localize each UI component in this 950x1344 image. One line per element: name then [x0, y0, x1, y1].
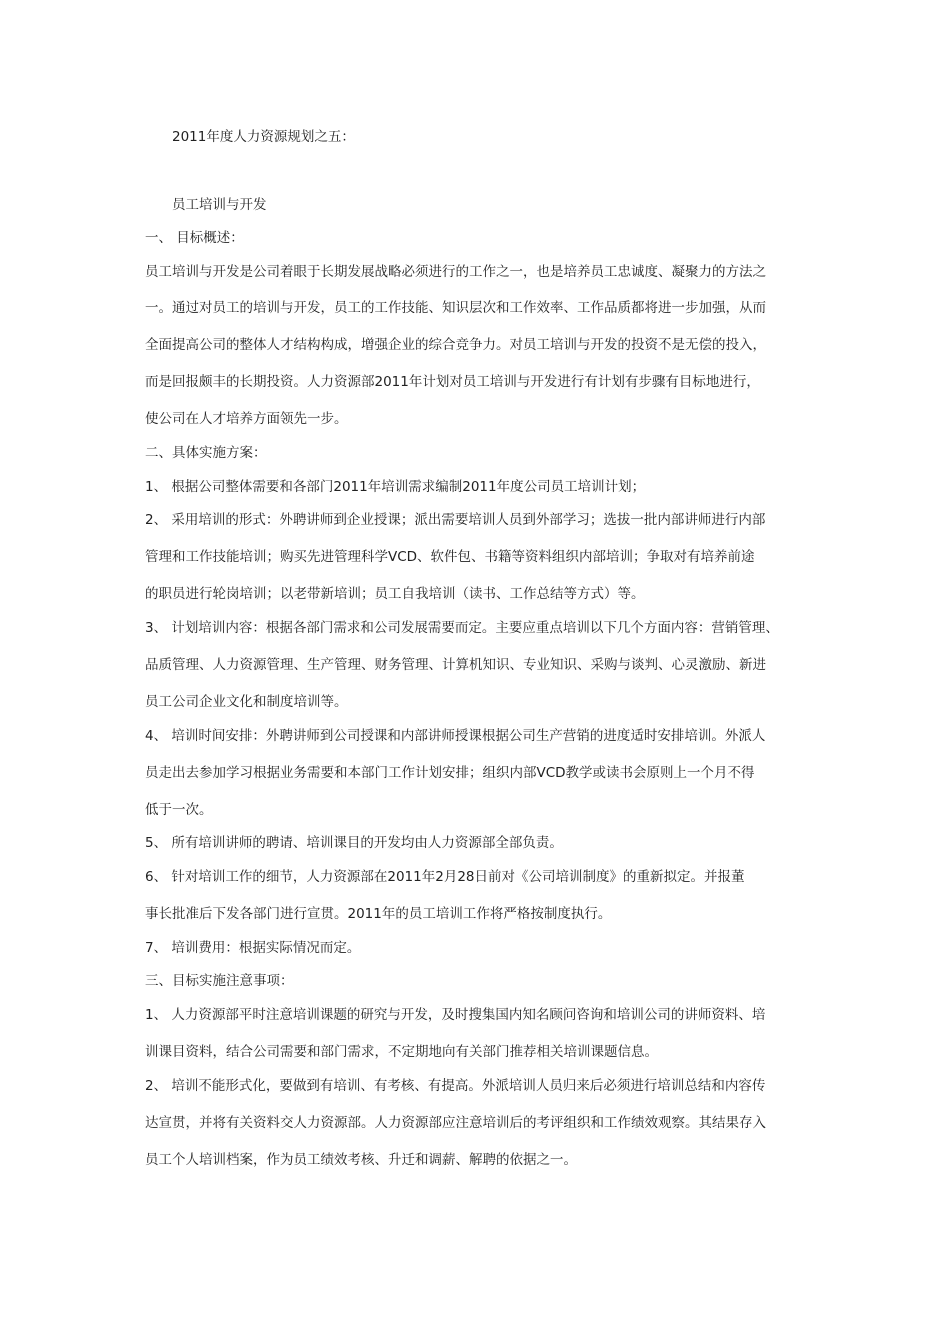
paragraph-line: 达宣贯，并将有关资料交人力资源部。人力资源部应注意培训后的考评组织和工作绩效观察。其结果存入 [145, 1115, 766, 1131]
paragraph-line: 员工公司企业文化和制度培训等。 [145, 694, 348, 710]
paragraph-line: 管理和工作技能培训；购买先进管理科学VCD、软件包、书籍等资料组织内部培训；争取对有培养前途 [145, 549, 755, 565]
list-item: 1、 人力资源部平时注意培训课题的研究与开发，及时搜集国内知名顾问咨询和培训公司的讲师资料、培 [145, 1007, 766, 1023]
paragraph-line: 而是回报颇丰的长期投资。人力资源部2011年计划对员工培训与开发进行有计划有步骤有目标地进行， [145, 374, 760, 390]
list-item: 3、 计划培训内容：根据各部门需求和公司发展需要而定。主要应重点培训以下几个方面内容：营销管理、 [145, 620, 779, 636]
section-heading-2: 二、具体实施方案： [145, 445, 267, 461]
paragraph-line: 事长批准后下发各部门进行宣贯。2011年的员工培训工作将严格按制度执行。 [145, 906, 612, 922]
list-item: 7、 培训费用：根据实际情况而定。 [145, 940, 361, 956]
paragraph-line: 训课目资料，结合公司需要和部门需求，不定期地向有关部门推荐相关培训课题信息。 [145, 1044, 658, 1060]
paragraph-line: 低于一次。 [145, 802, 213, 818]
list-item: 5、 所有培训讲师的聘请、培训课目的开发均由人力资源部全部负责。 [145, 835, 563, 851]
document-title: 2011年度人力资源规划之五： [172, 129, 355, 145]
paragraph-line: 员工个人培训档案，作为员工绩效考核、升迁和调薪、解聘的依据之一。 [145, 1152, 577, 1168]
paragraph-line: 品质管理、人力资源管理、生产管理、财务管理、计算机知识、专业知识、采购与谈判、心灵激励、新进 [145, 657, 766, 673]
list-item: 2、 培训不能形式化，要做到有培训、有考核、有提高。外派培训人员归来后必须进行培训总结和内容传 [145, 1078, 766, 1094]
paragraph-line: 一。通过对员工的培训与开发，员工的工作技能、知识层次和工作效率、工作品质都将进一步加强，从而 [145, 300, 766, 316]
section-heading-3: 三、目标实施注意事项： [145, 973, 294, 989]
list-item: 6、 针对培训工作的细节，人力资源部在2011年2月28日前对《公司培训制度》的重新拟定。并报董 [145, 869, 745, 885]
paragraph-line: 员走出去参加学习根据业务需要和本部门工作计划安排；组织内部VCD教学或读书会原则上一个月不得 [145, 765, 755, 781]
list-item: 2、 采用培训的形式：外聘讲师到企业授课；派出需要培训人员到外部学习；选拔一批内部讲师进行内部 [145, 512, 766, 528]
list-item: 1、 根据公司整体需要和各部门2011年培训需求编制2011年度公司员工培训计划； [145, 479, 646, 495]
list-item: 4、 培训时间安排：外聘讲师到公司授课和内部讲师授课根据公司生产营销的进度适时安排培训。外派人 [145, 728, 766, 744]
paragraph-line: 的职员进行轮岗培训；以老带新培训；员工自我培训（读书、工作总结等方式）等。 [145, 586, 645, 602]
paragraph-line: 全面提高公司的整体人才结构构成，增强企业的综合竞争力。对员工培训与开发的投资不是无偿的投入， [145, 337, 766, 353]
paragraph-line: 使公司在人才培养方面领先一步。 [145, 411, 348, 427]
section-heading-1: 一、 目标概述： [145, 230, 244, 246]
document-subtitle: 员工培训与开发 [172, 197, 267, 213]
paragraph-line: 员工培训与开发是公司着眼于长期发展战略必须进行的工作之一，也是培养员工忠诚度、凝聚力的方法之 [145, 264, 766, 280]
